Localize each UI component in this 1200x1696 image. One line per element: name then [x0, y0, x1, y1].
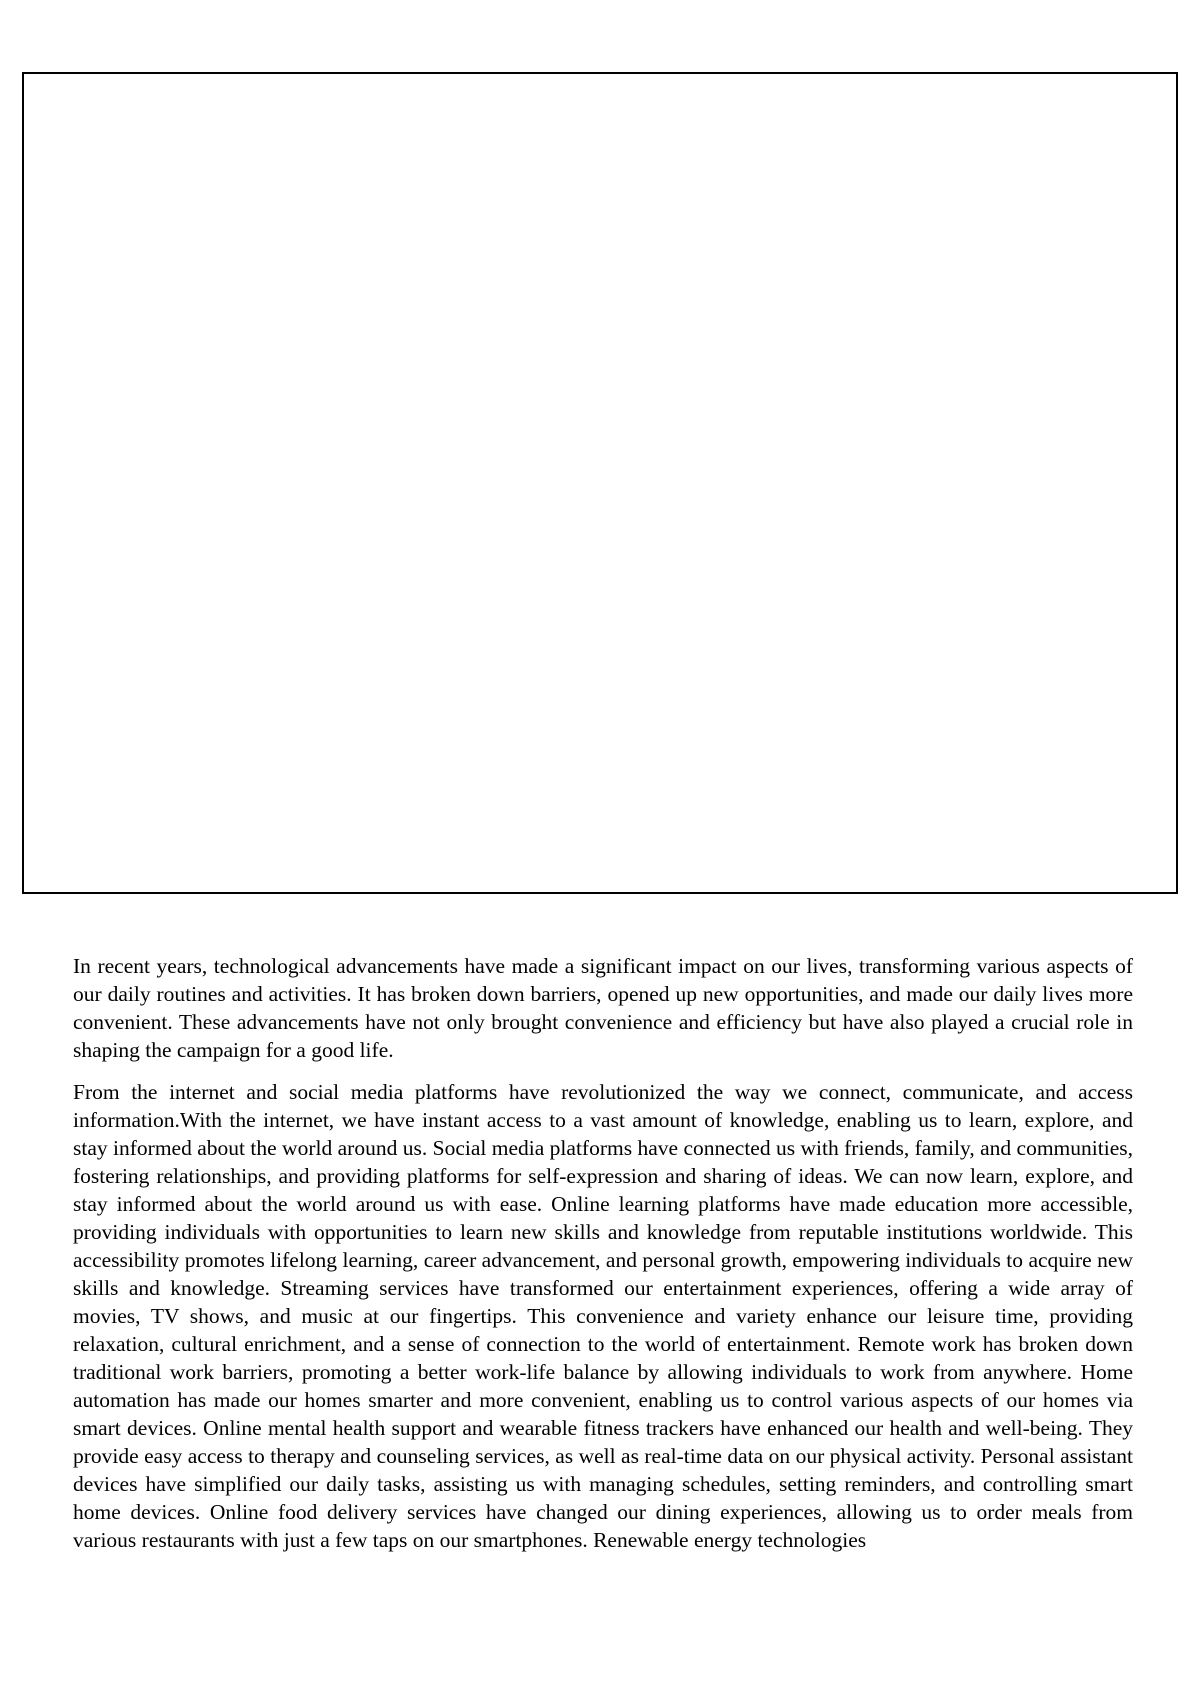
image-placeholder-frame	[22, 72, 1178, 894]
paragraph-technology: From the internet and social media platforms have revolutionized the way we connect, communicate, and access information.With the internet, we have instant access to a vast amount of knowledge, enabling us to learn, explore, and stay informed about the world around us. Social media platforms have connected us with friends, family, and communities, fostering relationships, and providing platforms for self-expression and sharing of ideas. We can now learn, explore, and stay informed about the world around us with ease. Online learning platforms have made education more accessible, providing individuals with opportunities to learn new skills and knowledge from reputable institutions worldwide. This accessibility promotes lifelong learning, career advancement, and personal growth, empowering individuals to acquire new skills and knowledge. Streaming services have transformed our entertainment experiences, offering a wide array of movies, TV shows, and music at our fingertips. This convenience and variety enhance our leisure time, providing relaxation, cultural enrichment, and a sense of connection to the world of entertainment. Remote work has broken down traditional work barriers, promoting a better work-life balance by allowing individuals to work from anywhere. Home automation has made our homes smarter and more convenient, enabling us to control various aspects of our homes via smart devices. Online mental health support and wearable fitness trackers have enhanced our health and well-being. They provide easy access to therapy and counseling services, as well as real-time data on our physical activity. Personal assistant devices have simplified our daily tasks, assisting us with managing schedules, setting reminders, and controlling smart home devices. Online food delivery services have changed our dining experiences, allowing us to order meals from various restaurants with just a few taps on our smartphones. Renewable energy technologies	[73, 1080, 1133, 1552]
paragraph-intro: In recent years, technological advancements have made a significant impact on our lives, transforming various aspects of our daily routines and activities. It has broken down barriers, opened up new opportunities, and made our daily lives more convenient. These advancements have not only brought convenience and efficiency but have also played a crucial role in shaping the campaign for a good life.	[73, 954, 1133, 1062]
document-body	[73, 952, 1133, 1568]
